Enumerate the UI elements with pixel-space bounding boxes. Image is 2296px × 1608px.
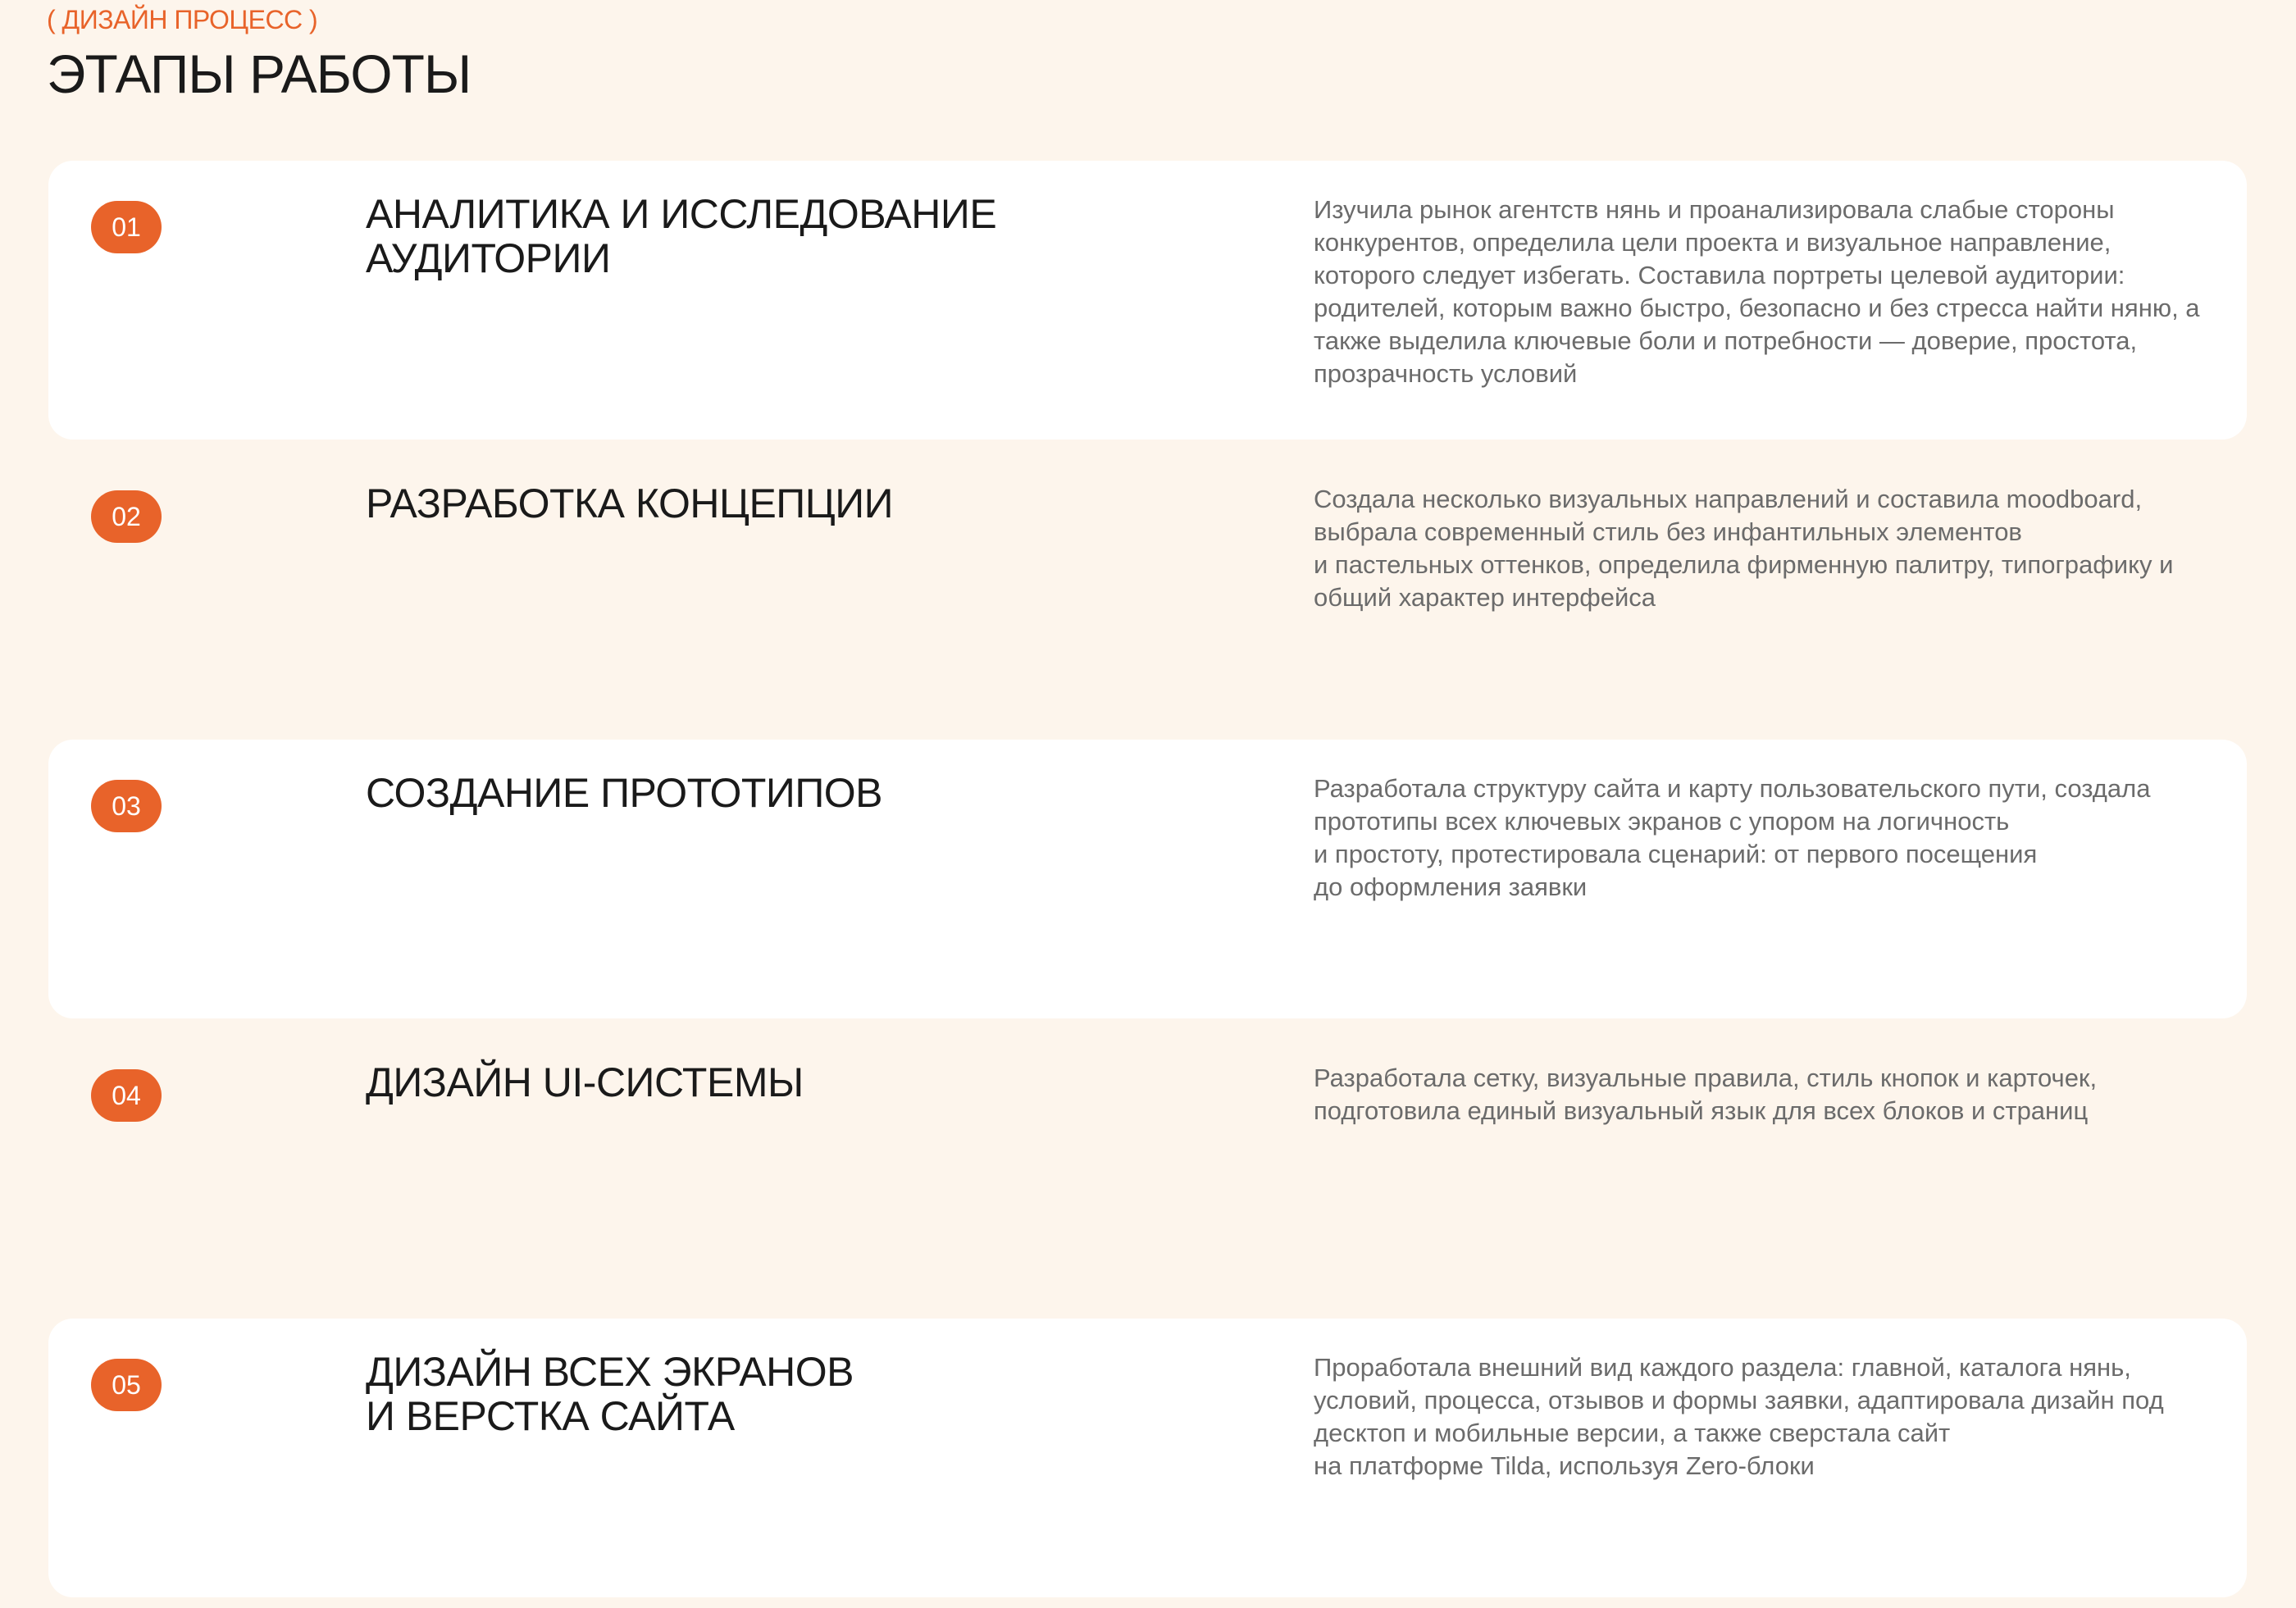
step-description: Проработала внешний вид каждого раздела: главной, каталога нянь, условий, процесса, отзывов и формы заявки, адаптировала дизайн под десктоп и мобильные версии, а также сверстала сайт на платформе Tilda, используя Zero-блоки <box>1314 1353 2164 1480</box>
step-number-badge: 04 <box>91 1069 162 1122</box>
step-number-badge: 05 <box>91 1359 162 1411</box>
step-title: ДИЗАЙН UI-СИСТЕМЫ <box>366 1059 804 1105</box>
step-title: ДИЗАЙН ВСЕХ ЭКРАНОВ И ВЕРСТКА САЙТА <box>366 1349 854 1439</box>
page-title: ЭТАПЫ РАБОТЫ <box>47 43 472 104</box>
step-description: Разработала структуру сайта и карту пользовательского пути, создала прототипы всех ключевых экранов с упором на логичность и простоту, протестировала сценарий: от первого посещения до оформления заявки <box>1314 774 2151 901</box>
step-title: СОЗДАНИЕ ПРОТОТИПОВ <box>366 770 883 816</box>
section-eyebrow: ( ДИЗАЙН ПРОЦЕСС ) <box>47 5 318 34</box>
step-card-05 <box>48 1319 2247 1597</box>
step-description: Разработала сетку, визуальные правила, стиль кнопок и карточек, подготовила единый визуальный язык для всех блоков и страниц <box>1314 1064 2098 1125</box>
process-steps-list <box>48 161 2247 1608</box>
step-card-01 <box>48 161 2247 440</box>
step-number-badge: 03 <box>91 780 162 832</box>
step-description: Изучила рынок агентств нянь и проанализировала слабые стороны конкурентов, определила цели проекта и визуальное направление, которого следует избегать. Составила портреты целевой аудитории: родителей, которым важно быстро, безопасно и без стресса найти няню, а также выделила ключевые боли и потребности — доверие, простота, прозрачность условий <box>1314 195 2200 388</box>
step-number-badge: 02 <box>91 490 162 543</box>
step-number-badge: 01 <box>91 201 162 253</box>
step-title: АНАЛИТИКА И ИССЛЕДОВАНИЕ АУДИТОРИИ <box>366 191 997 281</box>
step-card-03 <box>48 740 2247 1018</box>
step-card-02 <box>48 450 2247 729</box>
step-card-04 <box>48 1029 2247 1308</box>
step-title: РАЗРАБОТКА КОНЦЕПЦИИ <box>366 481 894 526</box>
step-description: Создала несколько визуальных направлений и составила moodboard, выбрала современный стиль без инфантильных элементов и пастельных оттенков, определила фирменную палитру, типографику и общий характер интерфейса <box>1314 485 2174 612</box>
